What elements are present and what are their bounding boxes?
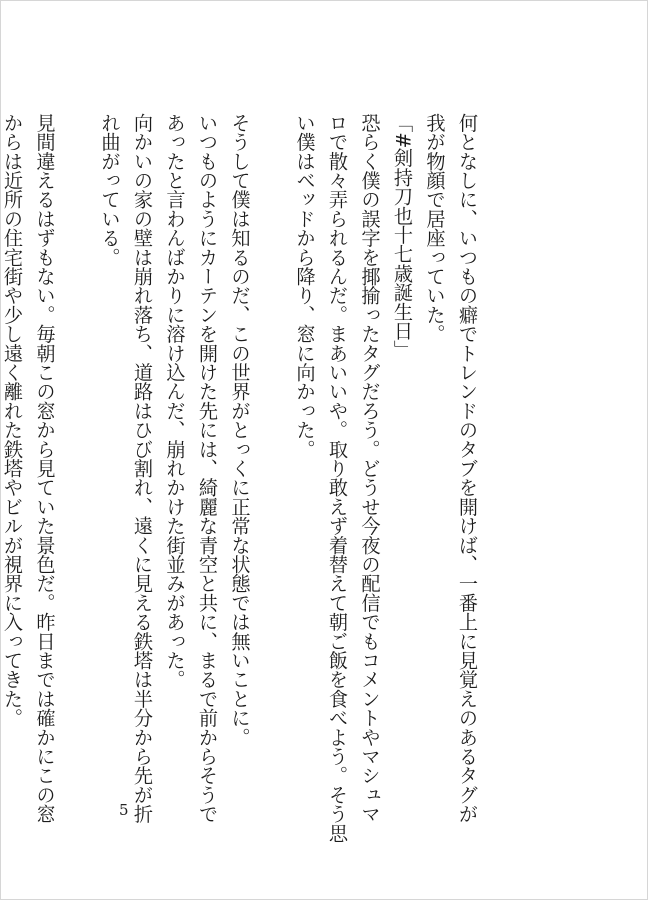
text-line: あったと言わんばかりに溶け込んだ、崩れかけた街並みがあった。 [163,113,187,689]
text-line: 我が物顔で居座っていた。 [423,113,447,344]
text-line: ロで散々弄られるんだ。まあいいや。取り敢えず着替えて朝ご飯を食べよう。そう思 [326,113,349,843]
vertical-body-text [0,113,483,843]
text-line: 向かいの家の壁は崩れ落ち、道路はひび割れ、遠くに見える鉄塔は半分から先が折 [131,113,154,824]
text-line: れ曲がっている。 [98,113,122,267]
page-number: 5 [119,801,129,819]
text-line: からは近所の住宅街や少し遠く離れた鉄塔やビルが視界に入ってきた。 [1,113,24,728]
blank-line [256,113,289,783]
text-line: いつものようにカーテンを開けた先には、綺麗な青空と共に、まるで前からそうで [196,113,219,824]
text-line: そうして僕は知るのだ、この世界がとっくに正常な状態では無いことに。 [228,113,252,747]
text-line: 何となしに、いつもの癖でトレンドのタブを開けば、一番上に見覚えのあるタグが [456,113,479,824]
text-line: 見間違えるはずもない。毎朝この窓から見ていた景色だ。昨日までは確かにこの窓 [33,113,57,824]
text-line: い僕はベッドから降り、窓に向かった。 [293,113,317,459]
blank-line [61,113,94,783]
hashtag-line: 「#剣持刀也十七歳誕生日」 [391,113,414,360]
text-line: 恐らく僕の誤字を揶揄ったタグだろう。どうせ今夜の配信でもコメントやマシュマ [358,113,382,824]
